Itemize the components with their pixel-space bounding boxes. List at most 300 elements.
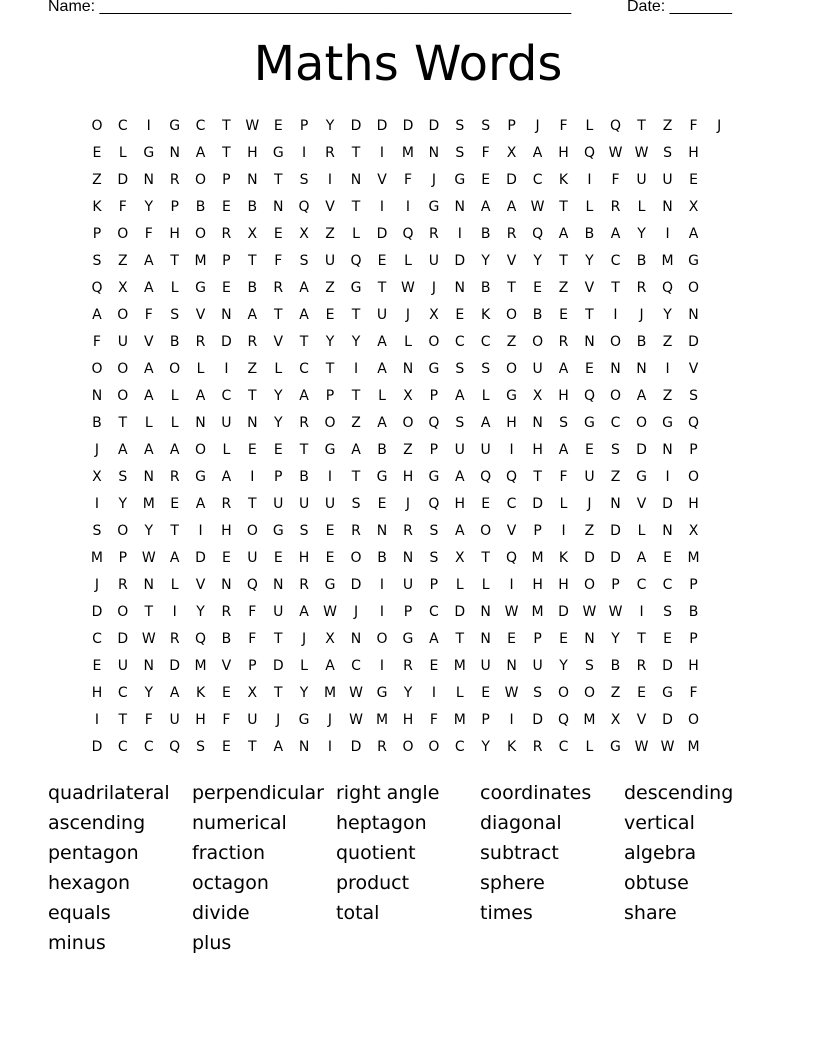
grid-letter: W: [141, 549, 156, 566]
grid-letter: B: [480, 279, 491, 296]
grid-letter: J: [94, 576, 100, 593]
grid-letter: M: [90, 549, 103, 566]
grid-letter: T: [273, 684, 283, 701]
grid-letter: T: [637, 117, 646, 134]
grid-row: [84, 571, 732, 598]
grid-row: [84, 733, 732, 760]
grid-letter: V: [584, 279, 595, 296]
word-list-item: total: [336, 902, 380, 924]
grid-letter: E: [559, 630, 568, 647]
grid-letter: B: [636, 252, 647, 269]
grid-letter: M: [194, 252, 207, 269]
grid-letter: E: [689, 171, 698, 188]
grid-letter: T: [222, 144, 231, 161]
grid-letter: O: [532, 333, 544, 350]
grid-letter: T: [248, 252, 257, 269]
grid-letter: W: [323, 603, 337, 620]
grid-letter: C: [117, 738, 128, 755]
grid-letter: E: [637, 684, 646, 701]
grid-letter: A: [325, 657, 335, 674]
grid-letter: O: [480, 522, 492, 539]
grid-letter: D: [195, 549, 206, 566]
grid-letter: X: [247, 225, 258, 242]
grid-letter: E: [221, 684, 231, 701]
grid-letter: N: [584, 333, 595, 350]
grid-letter: Z: [610, 684, 621, 701]
grid-letter: X: [247, 684, 258, 701]
grid-letter: D: [428, 117, 440, 134]
grid-letter: T: [325, 360, 335, 377]
grid-letter: F: [144, 711, 153, 728]
grid-letter: C: [429, 603, 439, 620]
word-list-item: descending: [624, 782, 734, 804]
grid-letter: A: [143, 441, 154, 458]
grid-letter: V: [377, 171, 387, 188]
grid-letter: V: [506, 522, 517, 539]
grid-letter: R: [221, 603, 232, 620]
grid-letter: E: [325, 306, 335, 323]
grid-letter: G: [195, 468, 206, 485]
grid-letter: A: [273, 738, 284, 755]
grid-letter: I: [379, 657, 385, 674]
grid-letter: S: [92, 252, 102, 269]
grid-letter: I: [561, 522, 566, 539]
grid-letter: F: [429, 711, 438, 728]
grid-letter: P: [429, 441, 439, 458]
grid-letter: U: [454, 441, 465, 458]
grid-letter: T: [637, 630, 646, 647]
grid-letter: M: [194, 657, 207, 674]
grid-letter: H: [532, 576, 543, 593]
grid-row: [84, 436, 732, 463]
grid-letter: P: [429, 387, 439, 404]
grid-letter: E: [221, 738, 231, 755]
grid-letter: A: [169, 684, 180, 701]
grid-letter: J: [327, 711, 333, 728]
grid-letter: E: [585, 441, 594, 458]
grid-letter: O: [428, 738, 440, 755]
grid-letter: M: [531, 603, 544, 620]
grid-letter: Y: [144, 684, 154, 701]
grid-letter: D: [636, 441, 647, 458]
grid-letter: E: [92, 144, 102, 161]
grid-letter: L: [170, 279, 179, 296]
grid-letter: N: [454, 279, 465, 296]
grid-letter: S: [351, 495, 361, 512]
grid-letter: A: [299, 306, 309, 323]
grid-letter: W: [401, 279, 415, 296]
grid-letter: B: [636, 333, 647, 350]
grid-letter: O: [91, 360, 103, 377]
grid-letter: Z: [325, 225, 335, 242]
grid-letter: U: [247, 711, 258, 728]
grid-letter: N: [428, 144, 440, 161]
grid-letter: D: [376, 117, 388, 134]
grid-letter: O: [350, 549, 362, 566]
grid-letter: B: [247, 279, 258, 296]
grid-letter: T: [248, 495, 257, 512]
grid-letter: Z: [403, 441, 413, 458]
grid-letter: Y: [481, 252, 490, 269]
grid-letter: G: [143, 144, 155, 161]
grid-letter: N: [610, 360, 621, 377]
grid-letter: N: [480, 603, 491, 620]
grid-letter: C: [636, 576, 647, 593]
grid-letter: T: [222, 117, 231, 134]
grid-letter: D: [662, 711, 673, 728]
grid-letter: J: [431, 171, 436, 188]
grid-letter: O: [117, 225, 129, 242]
grid-letter: Z: [118, 252, 128, 269]
grid-letter: I: [379, 576, 385, 593]
grid-letter: A: [558, 225, 569, 242]
grid-letter: O: [688, 279, 700, 296]
grid-letter: B: [195, 198, 206, 215]
grid-letter: N: [480, 630, 491, 647]
grid-letter: S: [533, 684, 543, 701]
grid-letter: B: [688, 603, 699, 620]
grid-letter: Y: [585, 252, 594, 269]
grid-letter: I: [665, 360, 670, 377]
grid-letter: T: [273, 171, 283, 188]
grid-letter: Y: [637, 225, 646, 242]
grid-letter: Y: [144, 198, 154, 215]
grid-letter: G: [272, 522, 284, 539]
grid-letter: F: [403, 171, 412, 188]
grid-letter: A: [454, 468, 465, 485]
grid-letter: Y: [118, 495, 128, 512]
grid-letter: S: [299, 252, 309, 269]
grid-letter: E: [325, 522, 335, 539]
grid-letter: E: [247, 441, 257, 458]
grid-letter: T: [351, 306, 361, 323]
grid-letter: K: [506, 738, 517, 755]
grid-letter: R: [325, 144, 335, 161]
grid-letter: K: [558, 171, 569, 188]
grid-letter: R: [169, 171, 180, 188]
grid-letter: B: [299, 468, 309, 485]
word-list-item: diagonal: [480, 812, 562, 834]
grid-letter: B: [169, 333, 180, 350]
grid-letter: A: [195, 495, 206, 512]
grid-letter: N: [143, 171, 154, 188]
grid-letter: D: [532, 495, 543, 512]
grid-letter: S: [429, 522, 439, 539]
grid-letter: D: [610, 522, 621, 539]
grid-letter: D: [610, 549, 621, 566]
grid-letter: F: [559, 117, 568, 134]
grid-row: [84, 517, 732, 544]
grid-letter: X: [429, 306, 439, 323]
grid-letter: W: [530, 198, 545, 215]
grid-letter: U: [247, 549, 258, 566]
grid-letter: U: [117, 657, 128, 674]
grid-letter: D: [91, 738, 103, 755]
grid-letter: S: [611, 441, 620, 458]
grid-letter: I: [379, 144, 385, 161]
grid-letter: A: [429, 630, 439, 647]
grid-letter: P: [481, 711, 490, 728]
grid-letter: T: [611, 279, 620, 296]
grid-letter: A: [299, 603, 309, 620]
grid-letter: T: [273, 306, 283, 323]
grid-letter: M: [531, 549, 544, 566]
grid-letter: P: [325, 387, 335, 404]
word-list-item: fraction: [192, 842, 265, 864]
grid-letter: X: [454, 549, 465, 566]
grid-letter: G: [662, 414, 673, 431]
grid-letter: F: [559, 468, 568, 485]
grid-letter: R: [610, 198, 621, 215]
grid-letter: O: [195, 171, 207, 188]
grid-letter: Q: [583, 387, 595, 404]
grid-letter: T: [351, 144, 361, 161]
grid-letter: T: [118, 414, 128, 431]
grid-letter: C: [92, 630, 102, 647]
grid-letter: N: [143, 657, 154, 674]
grid-letter: J: [405, 495, 411, 512]
grid-letter: H: [688, 144, 699, 161]
grid-letter: I: [302, 144, 307, 161]
word-list-item: subtract: [480, 842, 559, 864]
word-list-item: share: [624, 902, 677, 924]
grid-row: [84, 274, 732, 301]
grid-letter: O: [402, 414, 414, 431]
grid-letter: D: [117, 630, 129, 647]
grid-letter: R: [429, 225, 439, 242]
grid-letter: O: [583, 684, 595, 701]
grid-letter: N: [376, 522, 388, 539]
grid-letter: U: [221, 414, 232, 431]
grid-row: [84, 544, 732, 571]
grid-letter: Q: [195, 630, 207, 647]
word-list-item: obtuse: [624, 872, 689, 894]
grid-letter: A: [506, 198, 517, 215]
grid-letter: I: [405, 198, 411, 215]
grid-letter: A: [299, 387, 309, 404]
grid-letter: D: [350, 576, 362, 593]
grid-letter: M: [375, 711, 389, 728]
word-list-item: ascending: [48, 812, 146, 834]
grid-letter: I: [509, 576, 514, 593]
word-list-item: quotient: [336, 842, 416, 864]
grid-letter: Y: [325, 117, 335, 134]
grid-letter: V: [636, 711, 647, 728]
grid-letter: E: [481, 684, 491, 701]
grid-letter: N: [532, 414, 543, 431]
grid-row: [84, 112, 732, 139]
grid-letter: E: [221, 198, 231, 215]
grid-letter: P: [299, 117, 309, 134]
grid-letter: A: [143, 387, 154, 404]
grid-letter: T: [248, 738, 257, 755]
grid-letter: O: [428, 333, 440, 350]
grid-letter: H: [402, 711, 414, 728]
grid-letter: E: [559, 306, 568, 323]
grid-letter: A: [92, 306, 102, 323]
grid-letter: U: [376, 306, 388, 323]
grid-letter: L: [378, 387, 386, 404]
grid-letter: E: [507, 630, 516, 647]
grid-letter: U: [584, 468, 595, 485]
grid-letter: X: [299, 225, 309, 242]
grid-letter: Y: [611, 630, 620, 647]
grid-letter: G: [636, 468, 647, 485]
grid-letter: T: [455, 630, 465, 647]
grid-letter: E: [663, 549, 672, 566]
grid-letter: D: [688, 333, 699, 350]
grid-letter: U: [273, 603, 284, 620]
grid-letter: U: [298, 495, 310, 512]
grid-letter: N: [350, 171, 362, 188]
grid-letter: E: [325, 549, 335, 566]
word-list-item: times: [480, 902, 533, 924]
grid-row: [84, 409, 732, 436]
grid-letter: R: [636, 657, 647, 674]
grid-letter: A: [558, 360, 569, 377]
grid-letter: U: [480, 441, 491, 458]
grid-letter: H: [169, 225, 180, 242]
grid-letter: P: [611, 576, 620, 593]
grid-letter: I: [379, 198, 385, 215]
name-field[interactable]: Name: _____________________________________________________: [48, 0, 572, 15]
grid-letter: V: [195, 306, 206, 323]
grid-letter: G: [402, 630, 414, 647]
grid-letter: W: [141, 630, 156, 647]
grid-letter: Q: [402, 225, 414, 242]
grid-letter: L: [585, 117, 594, 134]
grid-letter: E: [273, 117, 283, 134]
grid-letter: H: [298, 549, 310, 566]
grid-letter: Z: [325, 279, 335, 296]
grid-letter: B: [584, 225, 595, 242]
grid-letter: S: [481, 360, 491, 377]
grid-letter: C: [506, 495, 517, 512]
grid-letter: R: [273, 279, 284, 296]
grid-letter: F: [248, 630, 257, 647]
grid-letter: G: [506, 387, 517, 404]
grid-letter: U: [169, 711, 180, 728]
grid-letter: W: [634, 144, 649, 161]
grid-letter: O: [506, 306, 518, 323]
grid-letter: V: [636, 495, 647, 512]
grid-letter: G: [350, 279, 362, 296]
grid-letter: N: [506, 657, 517, 674]
grid-letter: L: [274, 360, 283, 377]
grid-letter: O: [688, 711, 700, 728]
word-list-item: product: [336, 872, 410, 894]
grid-letter: P: [92, 225, 102, 242]
grid-letter: I: [250, 468, 255, 485]
grid-letter: D: [454, 252, 466, 269]
grid-letter: L: [170, 576, 179, 593]
grid-letter: W: [608, 603, 623, 620]
grid-letter: G: [298, 711, 310, 728]
grid-letter: D: [272, 657, 284, 674]
grid-letter: N: [610, 495, 621, 512]
grid-letter: T: [299, 333, 309, 350]
grid-letter: G: [169, 117, 181, 134]
word-list-item: pentagon: [48, 842, 139, 864]
grid-letter: E: [377, 252, 387, 269]
grid-letter: E: [221, 279, 231, 296]
grid-letter: N: [350, 630, 362, 647]
grid-letter: G: [272, 144, 284, 161]
word-list-item: numerical: [192, 812, 287, 834]
grid-letter: E: [273, 441, 283, 458]
grid-letter: C: [558, 738, 569, 755]
grid-letter: N: [402, 360, 414, 377]
grid-letter: B: [247, 198, 258, 215]
grid-letter: B: [377, 549, 387, 566]
grid-letter: H: [402, 468, 414, 485]
grid-letter: A: [247, 306, 258, 323]
grid-letter: Q: [298, 198, 310, 215]
grid-letter: T: [559, 198, 568, 215]
grid-letter: D: [91, 603, 103, 620]
grid-letter: E: [221, 549, 231, 566]
grid-letter: P: [222, 252, 231, 269]
grid-letter: C: [143, 738, 154, 755]
grid-letter: Q: [480, 468, 492, 485]
grid-letter: S: [455, 414, 465, 431]
page-title: Maths Words: [253, 36, 563, 92]
grid-letter: L: [300, 657, 308, 674]
grid-letter: F: [689, 117, 698, 134]
grid-letter: Q: [688, 414, 700, 431]
grid-letter: Z: [584, 522, 595, 539]
word-list-item: minus: [48, 932, 106, 954]
grid-row: [84, 220, 732, 247]
grid-letter: Y: [533, 252, 542, 269]
grid-letter: O: [117, 306, 129, 323]
grid-letter: Z: [662, 333, 673, 350]
grid-letter: O: [117, 522, 129, 539]
grid-letter: E: [481, 495, 491, 512]
grid-letter: H: [558, 387, 569, 404]
grid-letter: M: [661, 252, 674, 269]
grid-letter: F: [248, 603, 257, 620]
grid-letter: S: [455, 144, 465, 161]
grid-letter: Y: [299, 684, 309, 701]
grid-letter: C: [480, 333, 491, 350]
grid-letter: O: [609, 387, 621, 404]
grid-letter: A: [299, 279, 309, 296]
grid-letter: L: [637, 522, 646, 539]
grid-letter: Z: [558, 279, 569, 296]
date-field[interactable]: Date: _______: [627, 0, 732, 15]
grid-letter: O: [91, 117, 103, 134]
word-list-item: divide: [192, 902, 250, 924]
grid-letter: P: [222, 171, 231, 188]
word-list-item: equals: [48, 902, 111, 924]
grid-letter: O: [688, 468, 700, 485]
grid-letter: S: [559, 414, 568, 431]
grid-letter: T: [351, 468, 361, 485]
grid-letter: L: [222, 441, 231, 458]
grid-letter: V: [688, 360, 699, 377]
grid-letter: A: [169, 441, 180, 458]
grid-letter: C: [195, 117, 206, 134]
grid-letter: L: [404, 252, 412, 269]
word-list-item: hexagon: [48, 872, 131, 894]
grid-letter: N: [584, 630, 595, 647]
grid-letter: L: [481, 576, 490, 593]
grid-row: [84, 706, 732, 733]
grid-letter: D: [662, 495, 673, 512]
grid-letter: A: [558, 441, 569, 458]
grid-letter: A: [143, 252, 154, 269]
